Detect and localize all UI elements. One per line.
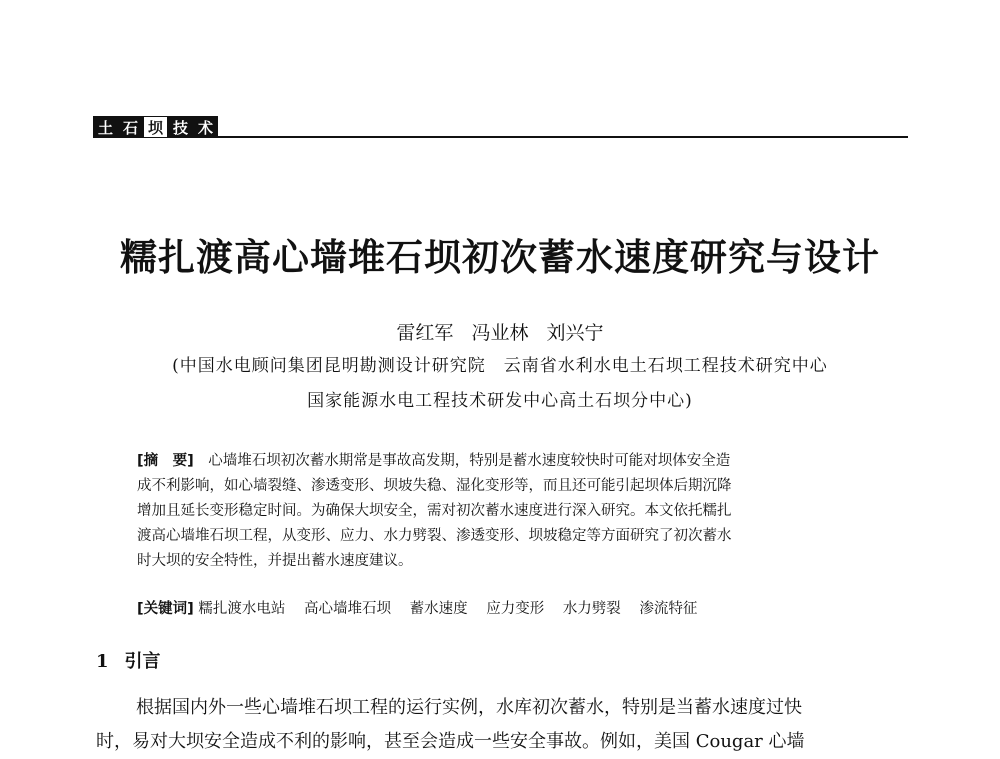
keyword: 水力劈裂 (562, 601, 621, 617)
body-line: 根据国内外一些心墙堆石坝工程的运行实例，水库初次蓄水，特别是当蓄水速度过快 (136, 697, 802, 718)
keyword: 应力变形 (486, 601, 545, 617)
keywords-label: [关键词] (137, 601, 194, 617)
keyword: 高心墙堆石坝 (303, 601, 391, 617)
abstract-label: [摘 要] (137, 453, 194, 469)
abstract (137, 449, 857, 574)
author-name: 刘兴宁 (546, 322, 604, 344)
header-rule (215, 136, 908, 138)
abstract-line: 渡高心墙堆石坝工程，从变形、应力、水力劈裂、渗透变形、坝坡稳定等方面研究了初次蓄水 (137, 528, 732, 544)
abstract-line (137, 449, 857, 474)
section-title: 引言 (124, 651, 161, 672)
affiliation-line: 国家能源水电工程技术研发中心高土石坝分中心) (307, 391, 693, 411)
column-tag-char: 技 (168, 116, 193, 138)
body-text (96, 691, 896, 759)
author-name: 雷红军 (396, 322, 454, 344)
column-tag (93, 116, 218, 138)
paper-title: 糯扎渡高心墙堆石坝初次蓄水速度研究与设计 (120, 235, 880, 279)
author-list (0, 318, 1000, 345)
section-heading (96, 647, 161, 673)
author-name: 冯业林 (471, 322, 529, 344)
section-number: 1 (96, 651, 109, 672)
keywords (137, 597, 857, 618)
abstract-line: 成不利影响，如心墙裂缝、渗透变形、坝坡失稳、湿化变形等，而且还可能引起坝体后期沉降 (137, 478, 732, 494)
affiliation-line: (中国水电顾问集团昆明勘测设计研究院 云南省水利水电土石坝工程技术研究中心 (172, 356, 828, 376)
abstract-line: 时大坝的安全特性，并提出蓄水速度建议。 (137, 553, 413, 569)
abstract-line: 增加且延长变形稳定时间。为确保大坝安全，需对初次蓄水速度进行深入研究。本文依托糯扎 (137, 503, 732, 519)
body-line: 时，易对大坝安全造成不利的影响，甚至会造成一些安全事故。例如，美国 Cougar 心墙 (96, 731, 805, 752)
column-tag-char: 术 (193, 116, 218, 138)
keyword: 糯扎渡水电站 (198, 601, 286, 617)
keyword: 渗流特征 (639, 601, 698, 617)
column-tag-char: 坝 (143, 116, 168, 138)
column-tag-char: 土 (93, 116, 118, 138)
keyword: 蓄水速度 (409, 601, 468, 617)
column-tag-char: 石 (118, 116, 143, 138)
abstract-text: 心墙堆石坝初次蓄水期常是事故高发期，特别是蓄水速度较快时可能对坝体安全造 (208, 453, 731, 469)
